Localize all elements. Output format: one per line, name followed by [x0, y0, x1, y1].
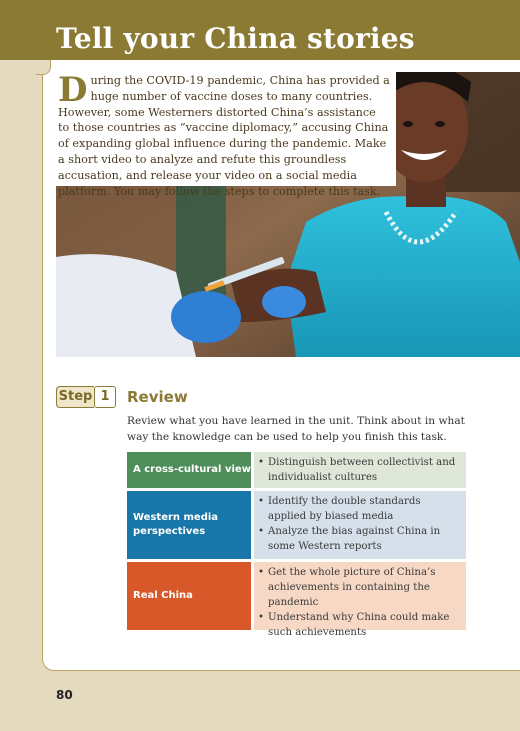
page-number: 80 [56, 688, 73, 702]
review-instructions: Review what you have learned in the unit. Think about in what way the knowledge can be used to help you finish this task. [127, 415, 465, 443]
step-number: 1 [94, 386, 116, 408]
page-title: Tell your China stories [56, 22, 415, 55]
category-cell: Real China [127, 562, 251, 630]
list-item: • Understand why China could make such achievements [258, 610, 460, 640]
dropcap-letter: D [58, 70, 88, 110]
intro-box [56, 70, 396, 198]
table-row [127, 562, 466, 638]
step-label: Step [56, 386, 94, 408]
list-item: • Analyze the bias against China in some Western reports [258, 524, 460, 554]
header-banner [0, 0, 520, 60]
category-cell: A cross-cultural view [127, 452, 251, 488]
items-cell [254, 562, 466, 638]
step-title: Review [127, 388, 188, 406]
items-cell [254, 452, 466, 488]
intro-paragraph [58, 70, 390, 199]
list-item: • Identify the double standards applied by biased media [258, 494, 460, 524]
review-table [127, 452, 466, 638]
category-cell: Western media perspectives [127, 491, 251, 559]
table-row [127, 491, 466, 559]
table-row [127, 452, 466, 488]
intro-text: uring the COVID-19 pandemic, China has provided a huge number of vaccine doses to many countries. However, some Westerners distorted China’s assistance to those countries as “vaccine diplomacy,” accusing China of expanding global influence during the pandemic. Make a short video to analyze and refute this groundless accusation, and release your video on a social media platform. You may follow the steps to complete this task. [58, 74, 390, 198]
items-cell [254, 491, 466, 559]
list-item: • Get the whole picture of China’s achievements in containing the pandemic [258, 565, 460, 610]
step-badge [56, 386, 116, 408]
list-item: • Distinguish between collectivist and individualist cultures [258, 455, 460, 485]
